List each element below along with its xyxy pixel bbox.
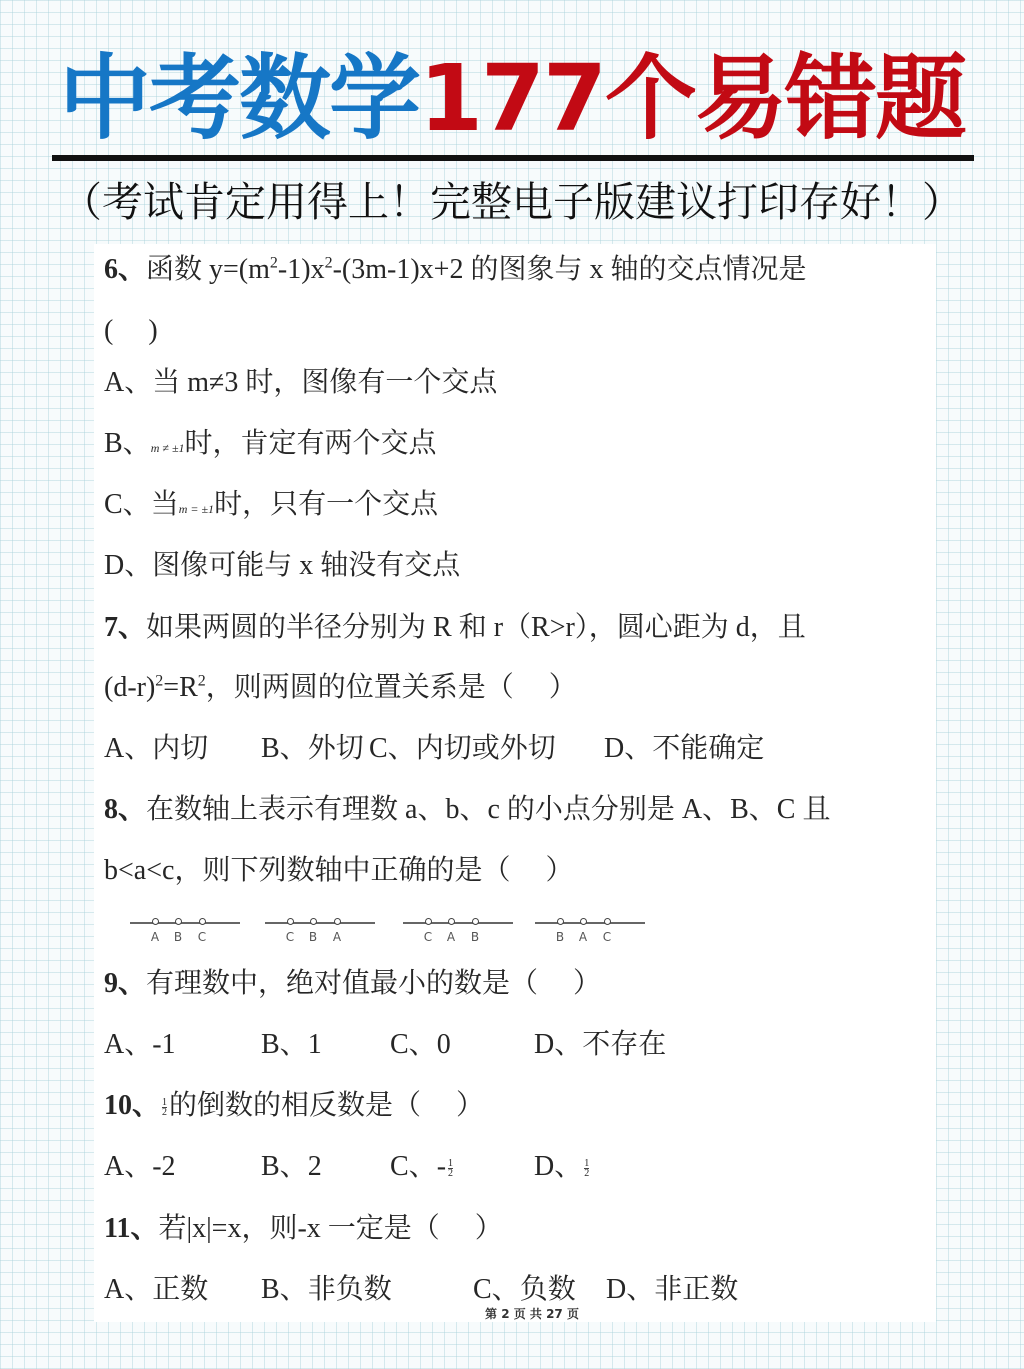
option-label: A、 [104,367,153,398]
point-label: C [197,930,207,944]
point-dot [580,918,587,925]
math-inline: m ≠ ±1 [150,441,185,455]
stem-text: 的倒数的相反数是（ ） [169,1090,485,1121]
option-text: 当 [150,489,179,520]
question-7-options [104,729,764,769]
question-number: 8、 [104,794,147,825]
point-label: A [332,930,342,944]
question-10-options [104,1147,591,1187]
point-dot [472,918,479,925]
point-label: B [555,930,565,944]
question-8-stem-line2: b<a<c，则下列数轴中正确的是（ ） [104,855,574,886]
point-label: B [308,930,318,944]
option-d: D、不存在 [534,1029,667,1060]
math-inline: m = ±1 [178,502,215,516]
axis-line [403,922,513,924]
question-10-stem [104,1086,484,1126]
point-label: A [446,930,456,944]
option-text: 图像可能与 x 轴没有交点 [152,550,461,581]
axis-line [535,922,645,924]
question-6-stem [104,250,806,290]
page-number: 第 2 页 共 27 页 [485,1307,579,1321]
option-b: B、1 [261,1029,322,1060]
fraction: $\frac{1}{2}$ [162,1097,168,1119]
point-dot [175,918,182,925]
stem-text: =R [163,672,198,703]
point-label: B [173,930,183,944]
question-number: 9、 [104,968,147,999]
stem-text: 有理数中，绝对值最小的数是（ ） [146,968,602,999]
point-label: B [470,930,480,944]
option-label: D、 [104,550,153,581]
question-9-stem [104,964,601,1004]
option-b: B、2 [261,1151,322,1182]
subtitle: （考试肯定用得上！完整电子版建议打印存好！） [61,178,963,226]
point-label: C [602,930,612,944]
axis-line [130,922,240,924]
stem-text: 如果两圆的半径分别为 R 和 r（R>r），圆心距为 d，且 [146,612,806,643]
question-6-option-d [104,546,460,586]
point-label: A [578,930,588,944]
stem-text: 函数 y=(m [146,254,270,285]
stem-text: 若|x|=x，则-x 一定是（ ） [158,1213,503,1244]
option-a: A、-1 [104,1029,176,1060]
title-blue-part: 中考数学 [58,45,419,152]
point-dot [604,918,611,925]
question-number: 6、 [104,254,147,285]
number-line-option-a [130,912,240,952]
number-line-option-b [265,912,375,952]
option-text: 时，肯定有两个交点 [184,428,437,459]
option-text: 时，只有一个交点 [214,489,439,520]
title-red-part: 177个易错题 [418,45,966,152]
question-9-options [104,1025,666,1065]
stem-text: ，则两圆的位置关系是（ ） [205,672,577,703]
option-d: D、不能确定 [604,733,765,764]
question-11-stem [104,1209,503,1249]
option-d: D、非正数 [606,1274,739,1305]
title-divider [52,155,974,161]
question-7-stem [104,608,806,648]
point-label: C [285,930,295,944]
option-c: C、内切或外切 [369,733,556,764]
stem-text: -1)x [277,254,325,285]
axis-line [265,922,375,924]
option-text: 当 m≠3 时，图像有一个交点 [152,367,498,398]
question-number: 11、 [104,1213,159,1244]
superscript: 2 [324,254,333,272]
question-number: 10、 [104,1090,161,1121]
question-8-stem [104,790,830,830]
option-b: B、非负数 [261,1274,392,1305]
point-dot [448,918,455,925]
number-line-option-d [535,912,645,952]
point-label: C [423,930,433,944]
option-c: C、负数 [473,1274,576,1305]
option-d: D、 $\frac{1}{2}$ [534,1151,590,1182]
number-line-option-c [403,912,513,952]
question-7-stem-line2 [104,668,577,708]
option-label: C、 [104,489,151,520]
option-c: C、0 [390,1029,451,1060]
page-title [0,44,1024,154]
stem-text: -(3m-1)x+2 的图象与 x 轴的交点情况是 [332,254,807,285]
question-6-option-c [104,485,438,529]
stem-text: (d-r) [104,672,156,703]
option-label: B、 [104,428,151,459]
point-dot [310,918,317,925]
question-6-blank: ( ) [104,315,158,346]
stem-text: 在数轴上表示有理数 a、b、c 的小点分别是 A、B、C 且 [146,794,831,825]
question-6-option-b [104,424,437,468]
point-dot [425,918,432,925]
question-number: 7、 [104,612,147,643]
option-c: C、- $\frac{1}{2}$ [390,1151,454,1182]
option-a: A、内切 [104,733,209,764]
option-a: A、-2 [104,1151,176,1182]
option-b: B、外切 [261,733,364,764]
point-dot [199,918,206,925]
point-dot [152,918,159,925]
option-a: A、正数 [104,1274,209,1305]
superscript: 2 [269,254,278,272]
superscript: 2 [155,672,164,690]
point-label: A [150,930,160,944]
point-dot [557,918,564,925]
point-dot [334,918,341,925]
superscript: 2 [197,672,206,690]
question-11-options [104,1270,738,1310]
question-6-option-a [104,363,497,403]
point-dot [287,918,294,925]
